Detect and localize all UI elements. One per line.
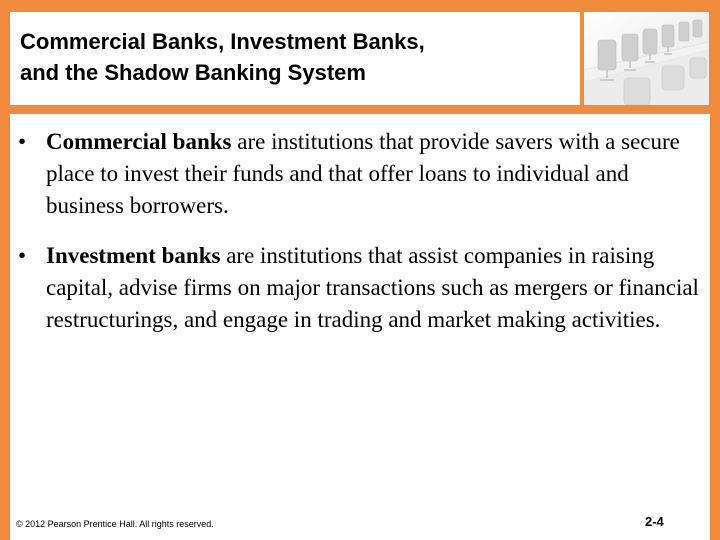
- bullet-item-commercial-banks: [18, 126, 702, 222]
- bullet-term: Investment banks: [46, 243, 221, 268]
- bullet-description: are institutions that provide savers with a secure place to invest their funds and that offer loans to individual and business borrowers.: [46, 129, 680, 218]
- bullet-description: are institutions that assist companies in raising capital, advise firms on major transactions such as mergers or financial restructurings, and engage in trading and market making activities.: [46, 243, 699, 332]
- slide-title: [20, 26, 580, 88]
- title-line-1: Commercial Banks, Investment Banks,: [20, 29, 425, 54]
- title-line-2: and the Shadow Banking System: [20, 60, 366, 85]
- bullet-item-investment-banks: [18, 240, 702, 336]
- bullet-text: [46, 240, 702, 336]
- bullet-text: [46, 126, 702, 222]
- boardroom-photo: [584, 12, 709, 105]
- bullet-term: Commercial banks: [46, 129, 232, 154]
- slide-footer: [10, 501, 710, 540]
- bullet-marker: •: [18, 129, 27, 154]
- title-box: [10, 12, 580, 105]
- content-area: [10, 114, 710, 501]
- copyright-notice: © 2012 Pearson Prentice Hall. All rights reserved.: [16, 519, 214, 529]
- page-number: 2-4: [645, 514, 664, 529]
- boardroom-chairs-image: [584, 12, 709, 105]
- bullet-marker: •: [18, 243, 27, 268]
